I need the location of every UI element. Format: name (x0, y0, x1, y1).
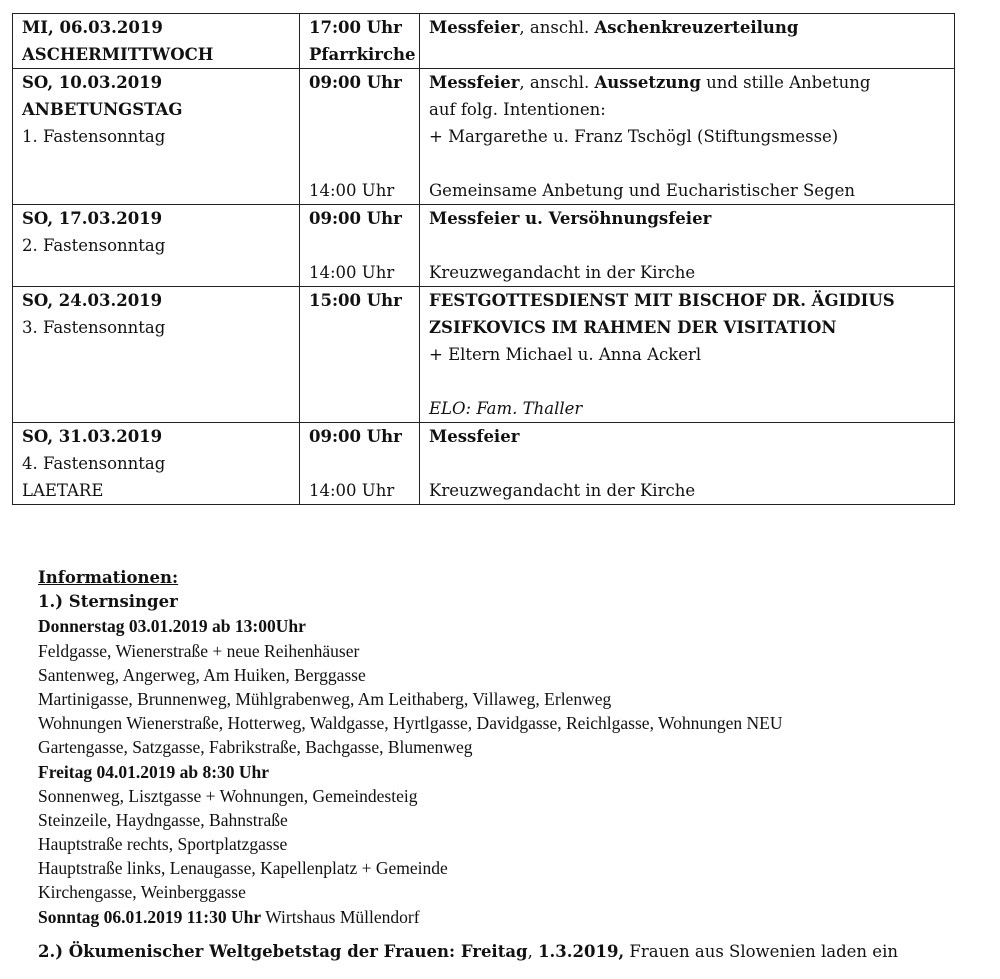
route-street-line (38, 832, 782, 856)
time-line: 14:00 Uhr (309, 481, 395, 500)
route-day-heading (38, 760, 782, 784)
description-line (429, 287, 954, 314)
text-run: , anschl. (519, 18, 595, 37)
text-run: Martinigasse, Brunnenweg, Mühlgrabenweg, Am Leithaberg, Villaweg, Erlenweg (38, 688, 612, 709)
route-street-line (38, 784, 782, 808)
time-line: 14:00 Uhr (309, 263, 395, 282)
description-line (429, 232, 954, 259)
time-cell (300, 205, 420, 287)
route-day-heading (38, 614, 782, 638)
text-run: Frauen aus Slowenien laden ein (624, 942, 898, 961)
text-run: + Margarethe u. Franz Tschögl (Stiftungsmesse) (429, 127, 839, 146)
text-run: Feldgasse, Wienerstraße + neue Reihenhäuser (38, 640, 360, 661)
schedule-table (12, 13, 955, 505)
time-line: 15:00 Uhr (309, 291, 402, 310)
description-cell (420, 205, 955, 287)
time-cell (300, 14, 420, 69)
schedule-row (13, 205, 955, 287)
time-line (309, 123, 419, 150)
text-run: Messfeier u. Versöhnungsfeier (429, 209, 712, 228)
text-run: Freitag 04.01.2019 ab 8:30 Uhr (38, 761, 270, 782)
text-run: , (527, 942, 539, 961)
section-sternsinger-title: 1.) Sternsinger (38, 592, 178, 612)
date-line: 2. Fastensonntag (22, 236, 166, 255)
text-run: Sonnenweg, Lisztgasse + Wohnungen, Gemeindesteig (38, 785, 418, 806)
text-run: Gartengasse, Satzgasse, Fabrikstraße, Bachgasse, Blumenweg (38, 737, 473, 758)
text-run: Wirtshaus Müllendorf (261, 906, 420, 927)
description-line (429, 423, 954, 450)
schedule-row (13, 423, 955, 505)
text-run: FESTGOTTESDIENST MIT BISCHOF DR. ÄGIDIUS (429, 291, 895, 310)
route-street-line (38, 880, 782, 904)
text-run: Hauptstraße links, Lenaugasse, Kapellenplatz + Gemeinde (38, 858, 448, 879)
description-line (429, 96, 954, 123)
time-line (309, 150, 419, 177)
route-street-line (38, 711, 782, 735)
time-cell (300, 69, 420, 205)
description-line (429, 123, 954, 150)
description-line (429, 69, 954, 96)
text-run: Santenweg, Angerweg, Am Huiken, Berggasse (38, 664, 366, 685)
text-run: Aussetzung (594, 73, 701, 92)
description-line (429, 177, 954, 204)
date-cell (13, 423, 300, 505)
date-line: 3. Fastensonntag (22, 318, 166, 337)
date-line: SO, 17.03.2019 (22, 209, 163, 228)
time-line (309, 450, 419, 477)
description-line (429, 259, 954, 286)
date-cell (13, 69, 300, 205)
text-run: Wohnungen Wienerstraße, Hotterweg, Waldgasse, Hyrtlgasse, Davidgasse, Reichlgasse, Wohnungen NEU (38, 713, 783, 734)
text-run: auf folg. Intentionen: (429, 100, 606, 119)
date-line: 4. Fastensonntag (22, 454, 166, 473)
description-line (429, 14, 954, 41)
text-run: Kreuzwegandacht in der Kirche (429, 263, 696, 282)
time-line (309, 232, 419, 259)
text-run: Hauptstraße rechts, Sportplatzgasse (38, 834, 288, 855)
text-run: ZSIFKOVICS IM RAHMEN DER VISITATION (429, 318, 837, 337)
time-line (309, 96, 419, 123)
description-cell (420, 69, 955, 205)
text-run: 1.3.2019, (538, 942, 625, 961)
date-line: ASCHERMITTWOCH (22, 45, 214, 64)
date-cell (13, 14, 300, 69)
description-line (429, 450, 954, 477)
route-day-heading (38, 905, 782, 929)
text-run: , anschl. (519, 73, 595, 92)
route-street-line (38, 735, 782, 759)
text-run: + Eltern Michael u. Anna Ackerl (429, 345, 702, 364)
information-section (38, 566, 782, 929)
time-line: 09:00 Uhr (309, 73, 402, 92)
text-run: Gemeinsame Anbetung und Eucharistischer Segen (429, 181, 856, 200)
time-line: 17:00 Uhr (309, 18, 402, 37)
date-cell (13, 287, 300, 423)
sternsinger-route-list (38, 614, 782, 928)
text-run: Aschenkreuzerteilung (594, 18, 799, 37)
section-weltgebetstag (38, 942, 898, 961)
schedule-row (13, 14, 955, 69)
date-line: 1. Fastensonntag (22, 127, 166, 146)
text-run: Messfeier (429, 73, 520, 92)
description-line (429, 341, 954, 368)
text-run: ELO: Fam. Thaller (429, 399, 583, 418)
time-line: 09:00 Uhr (309, 427, 402, 446)
text-run: und stille Anbetung (700, 73, 871, 92)
date-line: SO, 24.03.2019 (22, 291, 163, 310)
schedule-row (13, 287, 955, 423)
description-line (429, 477, 954, 504)
description-line (429, 314, 954, 341)
date-line: ANBETUNGSTAG (22, 100, 183, 119)
text-run: Messfeier (429, 427, 520, 446)
route-street-line (38, 663, 782, 687)
info-heading: Informationen: (38, 568, 179, 587)
text-run: Donnerstag 03.01.2019 ab 13:00Uhr (38, 616, 306, 637)
text-run: Kirchengasse, Weinberggasse (38, 882, 246, 903)
date-line: LAETARE (22, 481, 104, 500)
text-run: Messfeier (429, 18, 520, 37)
description-cell (420, 287, 955, 423)
description-line (429, 395, 954, 422)
text-run: 2.) Ökumenischer Weltgebetstag der Frauen: Freitag (38, 942, 528, 961)
route-street-line (38, 808, 782, 832)
description-line (429, 368, 954, 395)
time-cell (300, 287, 420, 423)
date-line: SO, 10.03.2019 (22, 73, 163, 92)
route-street-line (38, 687, 782, 711)
text-run: Sonntag 06.01.2019 11:30 Uhr (38, 906, 262, 927)
date-cell (13, 205, 300, 287)
description-line (429, 205, 954, 232)
date-line: MI, 06.03.2019 (22, 18, 163, 37)
text-run: Steinzeile, Haydngasse, Bahnstraße (38, 809, 288, 830)
description-cell (420, 14, 955, 69)
schedule-row (13, 69, 955, 205)
time-cell (300, 423, 420, 505)
route-street-line (38, 639, 782, 663)
text-run: Kreuzwegandacht in der Kirche (429, 481, 696, 500)
description-line (429, 150, 954, 177)
route-street-line (38, 856, 782, 880)
description-cell (420, 423, 955, 505)
date-line: SO, 31.03.2019 (22, 427, 163, 446)
time-line: 14:00 Uhr (309, 181, 395, 200)
time-line: Pfarrkirche (309, 45, 416, 64)
time-line: 09:00 Uhr (309, 209, 402, 228)
